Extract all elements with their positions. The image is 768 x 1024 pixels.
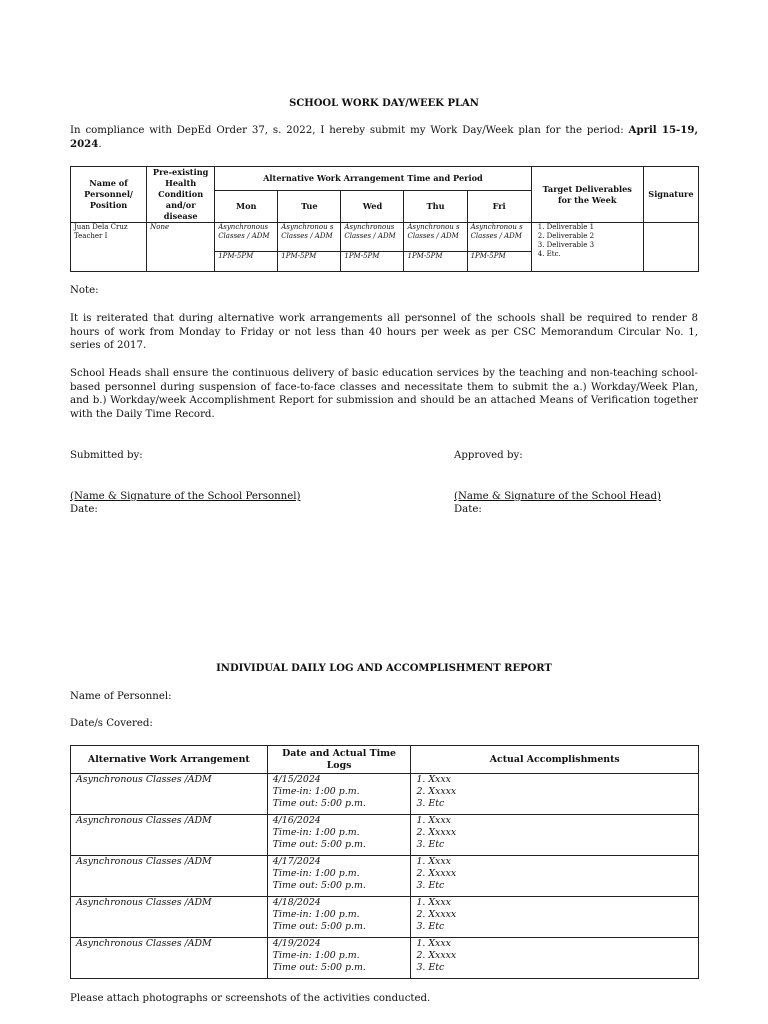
note-paragraph-1: It is reiterated that during alternative work arrangements all personnel of the schools shall be required to render 8 hours of work from Monday to Friday or not less than 40 hours per week as per CSC Memorandum Circular No. 1, series of 2017.: [70, 313, 698, 352]
note-label: Note:: [70, 285, 99, 296]
row-accomplishments: [411, 897, 699, 938]
row-dates: [267, 938, 411, 979]
acc-item: 3. Etc: [416, 798, 445, 810]
dates-covered-label: Date/s Covered:: [70, 718, 153, 729]
row-time-out: Time out: 5:00 p.m.: [272, 962, 366, 974]
time-fri: 1PM-5PM: [467, 252, 531, 272]
row-time-in: Time-in: 1:00 p.m.: [272, 786, 360, 798]
acc-item: 1. Xxxx: [416, 815, 451, 826]
deliverable-item: 4. Etc.: [547, 250, 640, 259]
row-awa: Asynchronous Classes /ADM: [71, 938, 268, 979]
arrangement-wed: Asynchronous Classes / ADM: [341, 223, 404, 252]
acc-item: 2. Xxxxx: [416, 827, 457, 839]
table-row: [71, 774, 699, 815]
row-awa: Asynchronous Classes /ADM: [71, 774, 268, 815]
day-wed: Wed: [341, 191, 404, 223]
row-dates: [267, 815, 411, 856]
plan-intro-suffix: .: [98, 138, 102, 150]
row-dates: [267, 774, 411, 815]
table-row: [71, 938, 699, 979]
personnel-signature-line: (Name & Signature of the School Personnel): [70, 491, 301, 502]
header-health: Pre-existing Health Condition and/or disease: [147, 167, 215, 223]
table-row: [71, 897, 699, 938]
head-signature-line: (Name & Signature of the School Head): [454, 491, 661, 502]
log-title: INDIVIDUAL DAILY LOG AND ACCOMPLISHMENT REPORT: [216, 663, 552, 674]
header-log-acc: Actual Accomplishments: [411, 746, 699, 774]
row-time-out: Time out: 5:00 p.m.: [272, 839, 366, 851]
acc-item: 3. Etc: [416, 839, 445, 851]
row-awa: Asynchronous Classes /ADM: [71, 897, 268, 938]
acc-item: 1. Xxxx: [416, 856, 451, 867]
arrangement-mon: Asynchronous Classes / ADM: [215, 223, 278, 252]
acc-item: 2. Xxxxx: [416, 909, 457, 921]
acc-item: 1. Xxxx: [416, 774, 451, 785]
time-thu: 1PM-5PM: [404, 252, 467, 272]
row-dates: [267, 897, 411, 938]
person-name: Juan Dela Cruz: [74, 223, 128, 231]
header-signature: Signature: [643, 167, 698, 223]
health-cell: None: [147, 223, 215, 272]
table-row: [71, 815, 699, 856]
plan-period: April 15-19, 2024: [70, 124, 698, 150]
day-tue: Tue: [278, 191, 341, 223]
acc-item: 1. Xxxx: [416, 938, 451, 949]
personnel-date-label: Date:: [70, 504, 98, 515]
time-wed: 1PM-5PM: [341, 252, 404, 272]
daily-log-table: [70, 745, 699, 979]
footer-instruction: Please attach photographs or screenshots of the activities conducted.: [70, 993, 431, 1004]
signature-cell: [643, 223, 698, 272]
row-time-out: Time out: 5:00 p.m.: [272, 880, 366, 892]
table-row: [71, 856, 699, 897]
person-position: Teacher I: [74, 232, 108, 240]
row-accomplishments: [411, 774, 699, 815]
arrangement-fri: Asynchronou s Classes / ADM: [467, 223, 531, 252]
arrangement-thu: Asynchronou s Classes / ADM: [404, 223, 467, 252]
row-accomplishments: [411, 856, 699, 897]
deliverable-item: 1. Deliverable 1: [547, 223, 640, 232]
row-date: 4/16/2024: [272, 815, 321, 826]
day-mon: Mon: [215, 191, 278, 223]
submitted-by-label: Submitted by:: [70, 450, 143, 461]
deliverable-item: 3. Deliverable 3: [547, 241, 640, 250]
header-name-position: Name of Personnel/ Position: [71, 167, 147, 223]
row-accomplishments: [411, 938, 699, 979]
deliverables-cell: [531, 223, 643, 272]
row-date: 4/15/2024: [272, 774, 321, 785]
row-date: 4/18/2024: [272, 897, 321, 908]
header-awa: Alternative Work Arrangement Time and Period: [215, 167, 531, 191]
acc-item: 3. Etc: [416, 962, 445, 974]
row-time-in: Time-in: 1:00 p.m.: [272, 950, 360, 962]
arrangement-tue: Asynchronou s Classes / ADM: [278, 223, 341, 252]
head-date-label: Date:: [454, 504, 482, 515]
acc-item: 3. Etc: [416, 921, 445, 933]
row-awa: Asynchronous Classes /ADM: [71, 856, 268, 897]
row-awa: Asynchronous Classes /ADM: [71, 815, 268, 856]
time-tue: 1PM-5PM: [278, 252, 341, 272]
row-time-out: Time out: 5:00 p.m.: [272, 798, 366, 810]
row-time-out: Time out: 5:00 p.m.: [272, 921, 366, 933]
plan-intro: [70, 124, 698, 151]
plan-title: SCHOOL WORK DAY/WEEK PLAN: [289, 98, 479, 109]
acc-item: 1. Xxxx: [416, 897, 451, 908]
row-time-in: Time-in: 1:00 p.m.: [272, 827, 360, 839]
approved-by-label: Approved by:: [454, 450, 523, 461]
acc-item: 2. Xxxxx: [416, 868, 457, 880]
row-date: 4/19/2024: [272, 938, 321, 949]
work-plan-table: [70, 166, 699, 272]
name-of-personnel-label: Name of Personnel:: [70, 691, 172, 702]
header-log-awa: Alternative Work Arrangement: [71, 746, 268, 774]
person-cell: [71, 223, 147, 272]
acc-item: 2. Xxxxx: [416, 786, 457, 798]
header-target: Target Deliverables for the Week: [531, 167, 643, 223]
row-date: 4/17/2024: [272, 856, 321, 867]
header-log-date: Date and Actual Time Logs: [267, 746, 411, 774]
acc-item: 2. Xxxxx: [416, 950, 457, 962]
day-fri: Fri: [467, 191, 531, 223]
plan-intro-prefix: In compliance with DepEd Order 37, s. 2022, I hereby submit my Work Day/Week plan for the period:: [70, 125, 629, 136]
row-time-in: Time-in: 1:00 p.m.: [272, 868, 360, 880]
deliverable-item: 2. Deliverable 2: [547, 232, 640, 241]
acc-item: 3. Etc: [416, 880, 445, 892]
day-thu: Thu: [404, 191, 467, 223]
row-time-in: Time-in: 1:00 p.m.: [272, 909, 360, 921]
row-dates: [267, 856, 411, 897]
note-paragraph-2: School Heads shall ensure the continuous delivery of basic education services by the teaching and non-teaching school-based personnel during suspension of face-to-face classes and necessitate them to submit the a.) Workday/Week Plan, and b.) Workday/week Accomplishment Report for submission and should be an attached Means of Verification together with the Daily Time Record.: [70, 368, 698, 420]
row-accomplishments: [411, 815, 699, 856]
time-mon: 1PM-5PM: [215, 252, 278, 272]
